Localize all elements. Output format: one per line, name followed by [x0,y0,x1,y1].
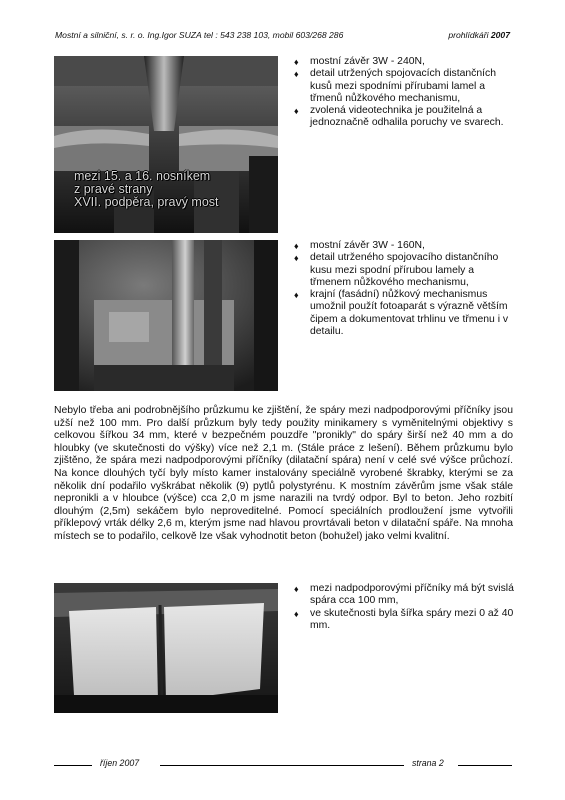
photo-gap-between-crossbeams [54,583,278,713]
list-item: ♦ krajní (fasádní) nůžkový mechanismus umožnil použít fotoaparát s výrazně větším čipem a dokumentovat trhlinu ve třmenu i v detailu. [294,289,514,338]
list-item: ♦ ve skutečnosti byla šířka spáry mezi 0 až 40 mm. [294,608,514,633]
photo-expansion-joint-160n [54,240,278,391]
photo-expansion-joint-240n [54,56,278,233]
photo2-image [54,240,278,391]
header-label: prohlídkáři [448,30,489,40]
header-year: 2007 [490,30,510,40]
list-item: ♦ zvolená videotechnika je použitelná a jednoznačně odhalila poruchy ve svarech. [294,105,514,130]
body-paragraph: Nebylo třeba ani podrobnějšího průzkumu ke zjištění, že spáry mezi nadpodporovými příčníky jsou užší než 100 mm. Pro další průzkum byly tedy použity minikamery s vyměnitelnými objektivy s celkovou šířkou 34 mm, které v bezpečném pouzdře "pronikly" do spáry širší než 40 mm a do hloubky (ve skutečnosti do výšky) více než 2,1 m. (Stále práce z lešení). Během průzkumu bylo zjištěno, že spára mezi nadpodporovými příčníky (dilatační spára) není v celé své výšce průchozí. Na konce dlouhých tyčí byly místo kamer instalovány speciálně vyrobené škrabky, kterými se za několik dní podařilo vyškrábat několik (9) pytlů polystyrénu. K mostním závěrům jsme však stále nepronikli a v hloubce (výšce) cca 2,0 m jsme narazili na tvrdý odpor. Byl to beton. Jeho rozbití dlouhým (2,5m) sekáčem bylo neproveditelné. Pomocí speciálních prodloužení jsme vytvořili příklepový vrták délky 2,6 m, kterým jsme nad hlavou provrtávali beton v dilatační spáře. Na mnoha místech se to podařilo, celkově lze však vyhodnotit beton (bohužel) jako velmi kvalitní. [54,405,513,542]
list-item: ♦ detail utržených spojovacích distančních kusů mezi spodními přírubami lamel a třmenů nůžkového mechanismu, [294,68,514,105]
footer-page: strana 2 [412,758,444,768]
footer-rule [54,765,92,766]
bullet-list-2 [294,240,514,338]
bullet-list-3 [294,583,514,632]
footer-date: říjen 2007 [100,758,140,768]
bullet-list-1 [294,56,514,130]
overlay-line: XVII. podpěra, pravý most [74,195,219,209]
header-company: Mostní a silniční, s. r. o. Ing.Igor SUZA tel : 543 238 103, mobil 603/268 286 [55,30,344,40]
list-item: ♦ detail utrženého spojovacího distančního kusu mezi spodní přírubou lamely a třmenem nůžkového mechanismu, [294,252,514,289]
page-footer [54,758,512,772]
list-item: ♦ mostní závěr 3W - 240N, [294,56,514,68]
footer-rule [458,765,512,766]
photo3-image [54,583,278,713]
photo1-caption-overlay [74,170,219,209]
header-right [448,30,510,40]
footer-rule [160,765,404,766]
list-item: ♦ mezi nadpodporovými příčníky má být svislá spára cca 100 mm, [294,583,514,608]
page-header [55,30,510,44]
list-item: ♦ mostní závěr 3W - 160N, [294,240,514,252]
overlay-line: z pravé strany [74,182,153,196]
overlay-line: mezi 15. a 16. nosníkem [74,169,211,183]
